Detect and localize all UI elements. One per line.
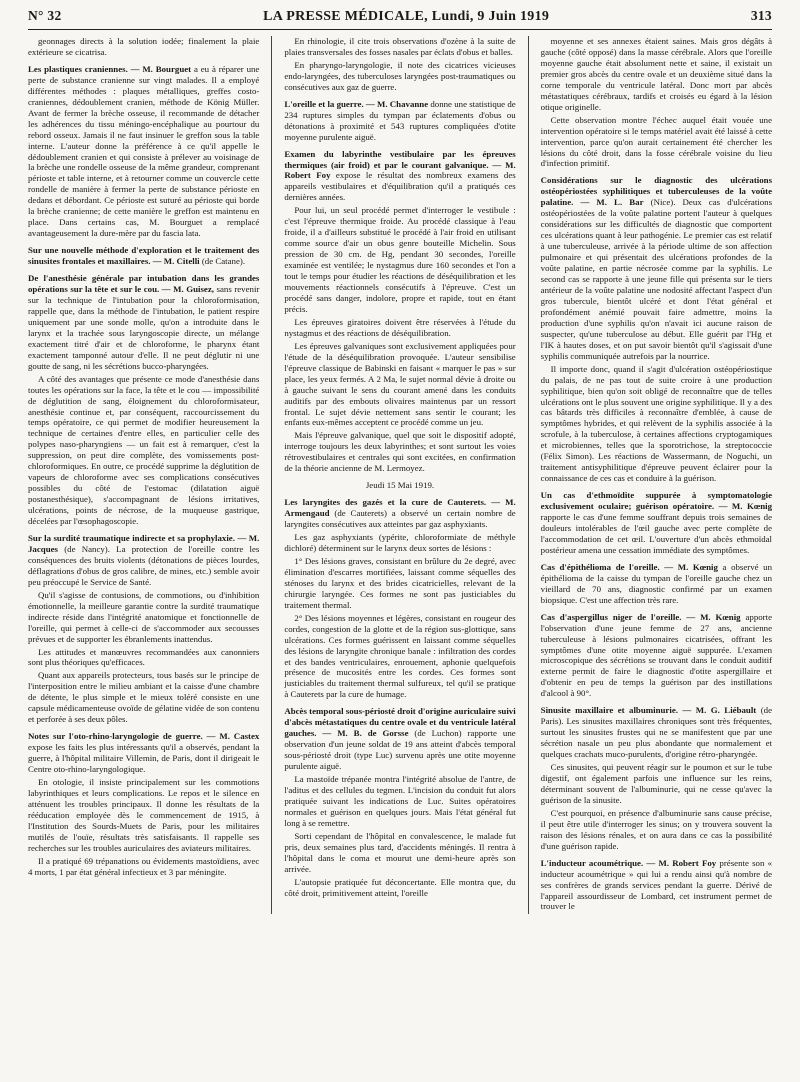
- article-paragraph: [541, 562, 772, 606]
- article-heading: Les laryngites des gazés et la cure de Cauterets. — M. Armengaud: [284, 497, 516, 519]
- column-2: [284, 36, 515, 914]
- paragraph-text: En otologie, il insiste principalement sur les commotions labyrinthiques et leurs complications. Le repos et le silence en atténuent les troubles principaux. Il donne les résultats de la rééducation employée dès le commencement de 1915, à l'Institution des Sourds-Muets de Paris, pour les militaires mutilés de l'ouïe, résultats très satisfaisants. Il rappelle ses recherches sur les troubles auriculaires des aviateurs militaires.: [28, 777, 260, 853]
- paragraph-text: Cette observation montre l'échec auquel était vouée une intervention opératoire si le temps matériel avait été laissé à cette intervention, parce qu'on aurait certainement été chercher les lésions du côté droit, dans la fosse cérébrale voisine du lieu d'infection primitif.: [540, 114, 773, 169]
- article-paragraph: [541, 612, 772, 700]
- paragraph-text: Mais l'épreuve galvanique, quel que soit le dispositif adopté, interroge toujours les deux labyrinthes; et sont surtout les voies rétrovestibulaires et centrales qui sont excitées, en confirmation de la théorie ancienne de M. Lermoyez.: [284, 430, 516, 474]
- column-1: [28, 36, 259, 914]
- article-heading: Cas d'aspergillus niger de l'oreille. — M. Kœnig: [540, 611, 741, 622]
- paragraph-text: Les gaz asphyxiants (ypérite, chloroformiate de méthyle dichloré) déterminent sur le larynx deux sortes de lésions :: [284, 532, 516, 553]
- paragraph: [541, 115, 772, 170]
- paragraph-text: C'est pourquoi, en présence d'albuminurie sans cause précise, il peut être utile d'interroger les sinus; on y trouvera souvent la raison des lésions rénales, et on aura dans ce cas la possibilité d'une guérison rapide.: [540, 807, 773, 851]
- column-3: [541, 36, 772, 914]
- article-paragraph: [284, 706, 515, 772]
- paragraph-text: (de Paris). Les sinusites maxillaires chroniques sont très fréquentes, surtout les sinusites frustes qui ne se manifestent que par une sécrétion nasale un peu plus abondante que normalement et quelques crachats muco-purulents, d'origine rétro-pharyngée.: [540, 705, 773, 760]
- paragraph: [284, 831, 515, 875]
- paragraph: [284, 430, 515, 474]
- paragraph: [28, 670, 259, 725]
- paragraph-text: donne une statistique de 234 ruptures simples du tympan par éclatements d'obus ou détonations à proximité et 543 ruptures compliquées d'otite moyenne purulente aiguë.: [284, 98, 516, 142]
- paragraph-text: moyenne et ses annexes étaient saines. Mais gros dégâts à gauche (côté opposé) dans la masse cérébrale. Alors que l'oreille moyenne gauche était absolument nette et saine, il existait un premier gros abcès du centre ovale et un deuxième situé dans la corne temporale du ventricule latéral. Donc mort par abcès métastatiques cérébraux, tardifs et croisés eu égard à la lésion otique originelle.: [540, 36, 773, 112]
- article-heading: Cas d'épithélioma de l'oreille. — M. Kœnig: [540, 561, 718, 572]
- paragraph-text: Les attitudes et manœuvres recommandées aux canonniers sont plus théoriques qu'efficaces.: [28, 646, 260, 668]
- paragraph-text: Quant aux appareils protecteurs, tous basés sur le principe de l'interposition entre le milieu ambiant et la caisse d'une chambre de détente, le plus simple et le mieux toléré consiste en une capsule médicamenteuse ovoïde de gélatine vidée de son contenu et perforée à ses deux pôles.: [28, 670, 260, 725]
- article-paragraph: [28, 245, 259, 267]
- article-heading: Un cas d'ethmoïdite suppurée à symptomatologie exclusivement oculaire; guérison opératoire. — M. Kœnig: [540, 490, 773, 512]
- column-divider: [271, 36, 272, 914]
- paragraph-text: rapporte le cas d'une femme souffrant depuis trois semaines de douleurs intolérables de l'œil gauche avec perte complète de l'accommodation de cet œil. L'ouverture d'un abcès ethmoïdal postérieur amena une cessation immédiate des symptômes.: [540, 512, 773, 555]
- paragraph-text: sans revenir sur la technique de l'intubation pour la chloroformisation, rappelle que, dans la méthode de l'intubation, le patient respire uniquement par une sonde molle, qu'on a introduite dans le larynx et la trachée sous laryngoscopie directe, un mélange exactement titré d'air et de chloroforme, le pharynx étant exactement tamponné autour d'elle. Il ne peut déglutir ni une goutte de sang, ni les sécrétions bucco-pharyngées.: [28, 284, 260, 371]
- paragraph-text: a observé un épithélioma de la caisse du tympan de l'oreille gauche chez un vieillard de 70 ans, diagnostic confirmé par un examen biopsique. C'est une affection très rare.: [540, 561, 773, 605]
- paragraph-text: Sorti cependant de l'hôpital en convalescence, le malade fut pris, deux semaines plus tard, d'accidents méningés. Il rentra à l'hôpital dans le coma et mourut une demi-heure après son arrivée.: [284, 830, 516, 874]
- paragraph-text: Les épreuves giratoires doivent être réservées à l'étude du nystagmus et des réactions de déséquilibration.: [284, 316, 516, 338]
- paragraph: [28, 856, 259, 878]
- paragraph: [284, 341, 515, 429]
- article-heading: Sur la surdité traumatique indirecte et sa prophylaxie. — M. Jacques: [28, 532, 260, 554]
- paragraph-text: 2° Des lésions moyennes et légères, consistant en rougeur des cordes, congestion de la glotte et de la région sus-glottique, sans ulcérations. Ces formes guérissent en laissant comme séquelles des lésions de laryngite chronique banale : infiltration des cordes et des bandes ventriculaires, enrouement, aphonie quelquefois présence de mucosités entre les cordes. Ces formes sont justiciables du traitement thermal sulfureux, tel qu'il se pratique à Cauterets par la cure de humage.: [284, 612, 516, 700]
- article-heading: L'inducteur acoumétrique. — M. Robert Foy: [540, 857, 717, 868]
- paragraph-text: geonnages directs à la solution iodée; finalement la plaie extérieure se cicatrisa.: [28, 36, 260, 57]
- article-paragraph: [284, 149, 515, 204]
- article-paragraph: [28, 533, 259, 588]
- paragraph-text: Il a pratiqué 69 trépanations ou évidements mastoïdiens, avec 4 morts, 1 par état général infectieux et 3 par méningite.: [28, 855, 260, 877]
- article-paragraph: [28, 731, 259, 775]
- article-paragraph: [284, 497, 515, 530]
- paragraph-text: En rhinologie, il cite trois observations d'ozène à la suite de plaies transversales des fosses nasales par éclats d'obus et balles.: [284, 36, 516, 57]
- paragraph-text: (de Cauterets) a observé un certain nombre de laryngites consécutives aux atteintes par gaz asphyxiants.: [284, 508, 516, 530]
- article-heading: Sur une nouvelle méthode d'exploration et le traitement des sinusites frontales et maxillaires. — M. Citelli: [28, 245, 260, 267]
- paragraph-text: expose les faits les plus intéressants qu'il a observés, pendant la guerre, à l'hôpital militaire Villemin, de Paris, dont il dirigeait le Centre oto-rhino-laryngologique.: [28, 742, 260, 775]
- publication-title: LA PRESSE MÉDICALE, Lundi, 9 Juin 1919: [263, 9, 550, 24]
- column-divider: [528, 36, 529, 914]
- paragraph: [28, 647, 259, 669]
- paragraph: [28, 374, 259, 527]
- paragraph-text: Pour lui, un seul procédé permet d'interroger le vestibule : c'est l'épreuve thermique froide. Au procédé classique à l'eau froide, il a d'ailleurs substitué le procédé à l'air froid en utilisant comme source d'air un obus genre bouteille Michelin. Sous pression de 30 cm. de Hg, pendant 30 secondes, l'oreille examinée est ventilée; le nystagmus dure 160 secondes et l'on a tout le temps pour étudier les réactions de déséquilibration et les mouvements réactionnels consécutifs à l'épreuve. C'est un procédé sans danger, indolore, propre et rapide, tout en étant précis.: [284, 205, 516, 314]
- paragraph-text: a eu à réparer une perte de substance cranienne sur vingt malades. Il a employé différentes méthodes : plaques métalliques, greffes costo-craniennes, dédoublement cranien, méthode de König Müller. Avant de fermer la brèche osseuse, il recommande de détacher les adhérences du tissu méningo-encéphalique au pourtour du rebord osseux. Jamais il ne faut insinuer le greffon sous la table interne. L'auteur donne la préférence à ce qu'il appelle le dédoublement cranien et qui consiste à prélever au voisinage de la brèche une rondelle osseuse de la même grandeur, comprenant périoste et table interne, et à retourner comme un couvercle cette rondelle de manière à fermer la perte de substance périoste en dedans et débordant. Ce périoste est suturé au périoste qui borde la brèche cranienne; de cette manière le greffon est maintenu en place. Dans certains cas, M. Bourguet a remplacé avantageusement la dure-mère par du fascia lata.: [28, 63, 260, 239]
- article-paragraph: [541, 858, 772, 913]
- article-heading: De l'anesthésie générale par intubation dans les grandes opérations sur la tête et sur le cou. — M. Guisez,: [28, 273, 260, 295]
- paragraph: [541, 808, 772, 852]
- paragraph-text: expose le résultat des nombreux examens des appareils vestibulaires et d'équilibration qu'il a pratiqués ces dernières années.: [284, 170, 516, 203]
- paragraph-text: L'autopsie pratiquée fut déconcertante. Elle montra que, du côté droit, primitivement atteint, l'oreille: [284, 876, 516, 898]
- paragraph: [541, 36, 772, 113]
- page-header: [28, 8, 772, 30]
- article-paragraph: [28, 64, 259, 239]
- paragraph-text: En pharyngo-laryngologie, il note des cicatrices vicieuses endo-laryngées, des tuberculoses laryngées post-traumatiques ou consécutives aux gaz de guerre.: [284, 59, 516, 92]
- paragraph: [284, 317, 515, 339]
- article-paragraph: [541, 175, 772, 361]
- paragraph: [284, 774, 515, 829]
- paragraph: [284, 36, 515, 58]
- article-heading: L'oreille et la guerre. — M. Chavanne: [284, 98, 429, 109]
- paragraph-text: A côté des avantages que présente ce mode d'anesthésie dans toutes les opérations sur la face, la tête et le cou — impossibilité de déglutition de sang, éloignement du chloroformisateur, anesthésie continue et, par conséquent, raccourcissement du temps opératoire, ce qui permet de modifier heureusement la technique de certaines d'entre elles, en particulier celle des polypes naso-pharyngiens — un fait est à remarquer, c'est la suppression, on peut dire complète, des vomissements post-chloroformiques. En outre, ce procédé supprime la déglutition de vapeurs de chloroforme avec ses complications consécutives possibles du côté de l'estomac (dilatation aiguë postanesthésique), s'accompagnant de lésions irritatives, ulcérations, points de nécrose, de la muqueuse gastrique, décelées par l'œsophagoscopie.: [28, 373, 260, 527]
- article-paragraph: [28, 273, 259, 372]
- article-heading: Notes sur l'oto-rhino-laryngologie de guerre. — M. Castex: [28, 731, 260, 742]
- paragraph-text: Les épreuves galvaniques sont exclusivement appliquées pour l'étude de la déséquilibration provoquée. L'auteur sensibilise l'épreuve classique de Babinski en faisant « marquer le pas » sur place, les yeux fermés. A 2 Ma, le sujet normal dévie à droite ou à gauche suivant le sens du courant amené dans les conduits auditifs par des embouts olivaires maintenus par un ressort frontal. Le sujet dévie nettement sans sentir le courant; les enfants eux-mêmes acceptent ce procédé comme un jeu.: [284, 340, 516, 428]
- session-date: Jeudi 15 Mai 1919.: [365, 480, 435, 491]
- paragraph: [541, 762, 772, 806]
- paragraph: [284, 877, 515, 899]
- paragraph-text: Il importe donc, quand il s'agit d'ulcération ostéopériostique du palais, de ne pas tout de suite croire à une production syphilitique, bien qu'on soit obligé de reconnaître que de telles ulcérations ont le plus souvent une origine syphilitique. Il y a des cas bâtards très difficiles à reconnaître d'emblée, à cause de symptômes hybrides, et qui relèvent de la syphilis associée à la scrofule, à la tuberculose, à certaines affections cryptogamiques et microbiennes, telles que la sporotrichose, la streptococcie (Félix Simon). Les réactions de Wassermann, de Noguchi, un traitement antisyphilitique d'épreuve peuvent éclairer pour la connaissance de ces cas et conduire à la guérison.: [540, 363, 773, 484]
- paragraph-text: La mastoïde trépanée montra l'intégrité absolue de l'antre, de l'aditus et des cellules du tegmen. L'incision du conduit fut alors pratiquée suivant les indications de Luc. Suites opératoires normales et guérison en quelques jours. Mais l'état général fut long à se remettre.: [284, 774, 516, 828]
- article-paragraph: [541, 490, 772, 556]
- paragraph-text: présente son « inducteur acoumétrique » qui lui a rendu ainsi qu'à nombre de ses confrères de grands services pendant la guerre. Dérivé de l'appareil assourdisseur de Lombard, cet instrument permet de trouver le: [540, 857, 773, 912]
- paragraph-text: Ces sinusites, qui peuvent réagir sur le poumon et sur le tube digestif, ont également parfois une influence sur les reins, déterminant souvent de l'albuminurie, qui ne cesse qu'avec la guérison de la sinusite.: [540, 762, 773, 805]
- paragraph: [284, 60, 515, 93]
- paragraph-text: (Nice). Deux cas d'ulcérations ostéopériostées de la voûte palatine portent l'auteur à quelques considérations sur les difficultés de diagnostic que comportent ces ulcérations quant à leur pathogénie. Le premier cas est relatif à une tuberculeuse, arrivée à la période ultime de son affection pulmonaire et qui présentait des ulcérations profondes de la voûte palatine, en partie nécrosée comme par la syphilis. Le second cas se rapporte à une jeune fille qui présenta sur le tiers antérieur de la voûte palatine une nodosité affectant l'aspect d'un gros tubercule, bientôt ulcéré et dont l'état général et profondément anémié pouvait faire admettre, moins la production d'une syphilis qu'on n'avait ici aucune raison de suspecter, qu'une tuberculose au début. Elle guérit par l'Hg et l'IK à hautes doses, et on put savoir bientôt qu'il s'agissait d'une syphilis communiquée autrefois par la nourrice.: [540, 197, 773, 361]
- issue-number: N° 32: [28, 8, 62, 23]
- article-paragraph: [541, 705, 772, 760]
- paragraph: [284, 205, 515, 315]
- article-heading: Sinusite maxillaire et albuminurie. — M. G. Liébault: [540, 705, 757, 716]
- paragraph: [541, 364, 772, 484]
- paragraph-text: (de Catane).: [199, 256, 246, 267]
- article-heading: Examen du labyrinthe vestibulaire par les épreuves thermiques (air froid) et par le courant galvanique. — M. Robert Foy: [284, 148, 516, 181]
- columns: [28, 36, 772, 914]
- paragraph-text: (de Nancy). La protection de l'oreille contre les conséquences des bruits violents (détonations de pièces lourdes, déflagrations d'obus de gros calibre, de mines, etc.) semble avoir peu préoccupé le Service de Santé.: [28, 543, 260, 587]
- paragraph: [28, 590, 259, 645]
- article-paragraph: [284, 99, 515, 143]
- paragraph-text: apporte l'observation d'une jeune femme de 27 ans, ancienne tuberculeuse à lésions pulmonaires cicatrisées, offrant les symptômes d'une otite moyenne aiguë suppurée. L'examen microscopique des sécrétions se trouvant dans le conduit auditif externe permit de faire le diagnostic d'otite aspergillaire et d'obtenir en peu de temps la guérison par des instillations d'alcool à 90°.: [540, 611, 773, 699]
- paragraph: [284, 556, 515, 611]
- article-heading: Abcès temporal sous-périosté droit d'origine auriculaire suivi d'abcès métastatiques du centre ovale et du ventricule latéral gauches. — M. B. de Gorsse: [284, 706, 516, 739]
- paragraph-text: (de Luchon) rapporte une observation d'un jeune soldat de 19 ans atteint d'abcès temporal sous-périosté droit (type Luc) survenu après une otite moyenne purulente aiguë.: [284, 728, 516, 772]
- paragraph: [28, 777, 259, 854]
- paragraph-text: Qu'il s'agisse de contusions, de commotions, ou d'inhibition émotionnelle, la meilleure garantie contre la surdité traumatique indirecte réside dans l'intégrité anatomique et fonctionnelle de l'oreille, qui permet à celle-ci de s'accommoder aux secousses prévues et de supporter les ébranlements inattendus.: [28, 589, 260, 644]
- paragraph: [284, 613, 515, 701]
- page-number: 313: [750, 8, 772, 23]
- paragraph-text: 1° Des lésions graves, consistant en brûlure du 2e degré, avec élimination d'escarres mortifiées, laissant comme séquelles des sténoses du larynx et des brides cicatricielles, relevant de la chirurgie laryngée. Ces formes ne sont pas justiciables du traitement thermal.: [284, 555, 516, 610]
- paragraph: [28, 36, 259, 58]
- article-heading: Les plastiques craniennes. — M. Bourguet: [28, 63, 192, 74]
- article-heading: Considérations sur le diagnostic des ulcérations ostéopériostées syphilitiques et tuberculeuses de la voûte palatine. — M. L. Bar: [540, 175, 773, 208]
- paragraph: [284, 532, 515, 554]
